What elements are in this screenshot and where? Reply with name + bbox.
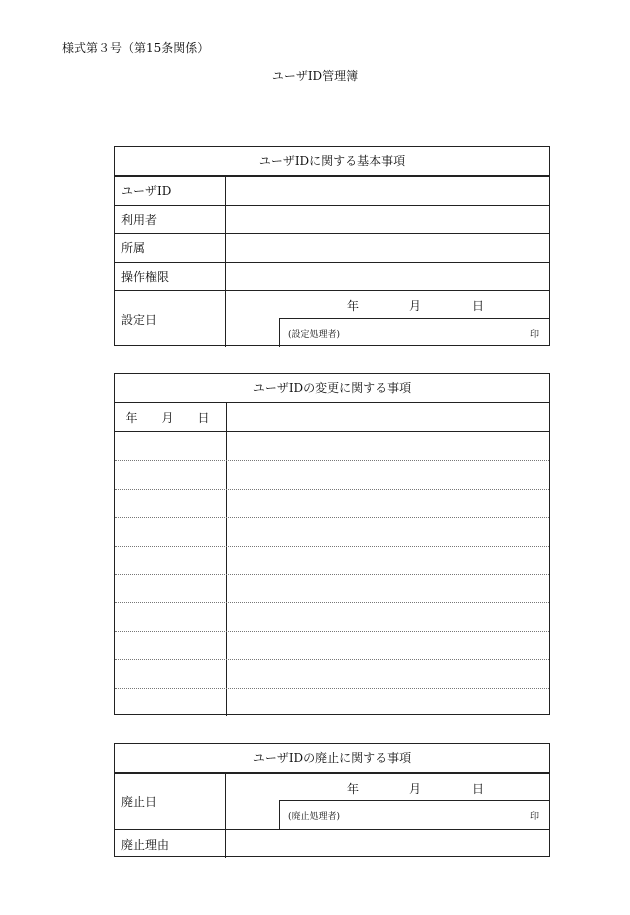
user-id-row: [115, 176, 549, 205]
user-id-field[interactable]: [226, 177, 549, 205]
change-content-cell[interactable]: [227, 518, 549, 545]
change-section: [114, 373, 550, 715]
change-row[interactable]: [115, 432, 549, 460]
change-date-cell[interactable]: [115, 660, 227, 687]
setting-date-row: [115, 290, 549, 347]
change-row[interactable]: [115, 631, 549, 659]
change-content-column: [227, 403, 549, 431]
change-heading: ユーザIDの変更に関する事項: [115, 374, 549, 403]
abolition-processor-box[interactable]: [279, 800, 549, 829]
change-content-cell[interactable]: [227, 461, 549, 488]
change-date-cell[interactable]: [115, 575, 227, 602]
permission-label: 操作権限: [115, 263, 226, 291]
permission-row: [115, 262, 549, 291]
change-date-cell[interactable]: [115, 603, 227, 630]
abolition-reason-row: [115, 829, 549, 858]
department-row: [115, 233, 549, 262]
user-row: [115, 205, 549, 234]
setting-date-line: [226, 291, 549, 319]
form-number: 様式第３号（第15条関係）: [62, 41, 210, 55]
change-date-cell[interactable]: [115, 432, 227, 460]
seal-mark: 印: [529, 812, 539, 822]
abolition-processor-label: (廃止処理者): [288, 812, 341, 822]
change-content-cell[interactable]: [227, 660, 549, 687]
abolition-reason-field[interactable]: [226, 830, 549, 858]
month-label: 月: [409, 299, 422, 313]
user-id-label: ユーザID: [115, 177, 226, 205]
change-row[interactable]: [115, 460, 549, 488]
setting-processor-box[interactable]: [279, 318, 549, 347]
change-content-cell[interactable]: [227, 432, 549, 460]
change-date-cell[interactable]: [115, 518, 227, 545]
change-date-cell[interactable]: [115, 490, 227, 517]
abolition-reason-label: 廃止理由: [115, 830, 226, 858]
change-column-header: [115, 403, 549, 432]
year-label: 年: [347, 782, 360, 796]
document-title: ユーザID管理簿: [271, 69, 359, 83]
abolition-date-field[interactable]: [226, 774, 549, 829]
day-label: 日: [472, 299, 485, 313]
change-content-cell[interactable]: [227, 689, 549, 716]
month-label: 月: [409, 782, 422, 796]
abolition-section: [114, 743, 550, 857]
setting-date-label: 設定日: [115, 291, 226, 347]
department-field[interactable]: [226, 234, 549, 262]
change-row[interactable]: [115, 517, 549, 545]
change-row[interactable]: [115, 574, 549, 602]
change-row[interactable]: [115, 688, 549, 716]
user-field[interactable]: [226, 206, 549, 234]
change-date-cell[interactable]: [115, 689, 227, 716]
change-date-cell[interactable]: [115, 547, 227, 574]
abolition-date-label: 廃止日: [115, 774, 226, 829]
change-rows: [115, 432, 549, 716]
change-date-cell[interactable]: [115, 461, 227, 488]
abolition-date-row: [115, 773, 549, 829]
change-content-cell[interactable]: [227, 490, 549, 517]
abolition-date-line: [226, 774, 549, 802]
basic-info-section: [114, 146, 550, 346]
change-date-column-label: 年 月 日: [115, 403, 227, 431]
change-date-cell[interactable]: [115, 632, 227, 659]
year-label: 年: [347, 299, 360, 313]
change-content-cell[interactable]: [227, 547, 549, 574]
setting-processor-label: (設定処理者): [288, 330, 341, 340]
change-row[interactable]: [115, 602, 549, 630]
basic-info-heading: ユーザIDに関する基本事項: [115, 147, 549, 176]
day-label: 日: [472, 782, 485, 796]
setting-date-field[interactable]: [226, 291, 549, 347]
permission-field[interactable]: [226, 263, 549, 291]
department-label: 所属: [115, 234, 226, 262]
change-content-cell[interactable]: [227, 632, 549, 659]
abolition-heading: ユーザIDの廃止に関する事項: [115, 744, 549, 773]
change-content-cell[interactable]: [227, 575, 549, 602]
change-content-cell[interactable]: [227, 603, 549, 630]
change-row[interactable]: [115, 659, 549, 687]
seal-mark: 印: [529, 330, 539, 340]
change-row[interactable]: [115, 489, 549, 517]
user-label: 利用者: [115, 206, 226, 234]
change-row[interactable]: [115, 546, 549, 574]
